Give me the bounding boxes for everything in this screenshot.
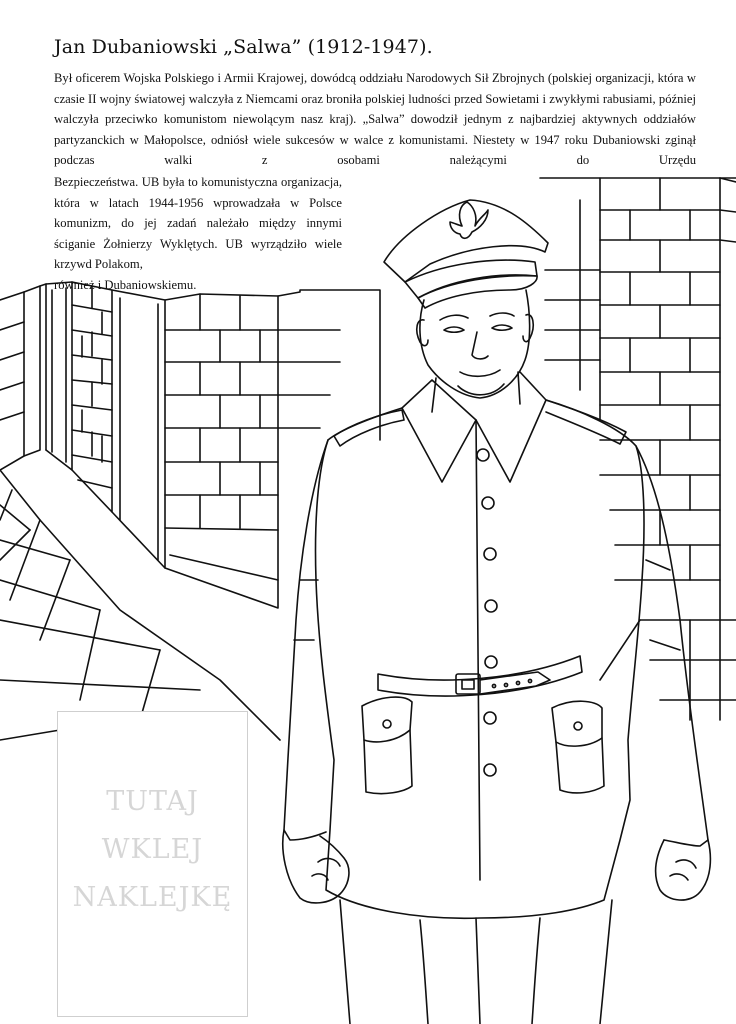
eyes [444, 325, 512, 332]
jacket-buttons [477, 449, 497, 776]
description-paragraph-continued [54, 172, 342, 296]
eyebrows [440, 313, 514, 320]
building-left [0, 282, 380, 608]
description-continued-text: Bezpieczeństwa. UB była to komunistyczna organizacja, która w latach 1944-1956 wprowadzała w Polsce komunizm, do jej zadań należało między innymi ściganie Żołnierzy Wyklętych. UB wyrządziło wiele krzywd Polakom, [54, 175, 342, 272]
cap-visor [418, 276, 537, 308]
collar-right [476, 372, 546, 482]
description-paragraph: Był oficerem Wojska Polskiego i Armii Krajowej, dowódcą oddziału Narodowych Sił Zbrojnych (polskiej organizacji, która w czasie II wojny światowej walczyła z Niemcami oraz broniła polskiej ludności przed Sowietami i zwykłymi rabusiami, później walczyła przeciwko komunistom niewolącym nasz kraj). „Salwa” dowodził jednym z najbardziej aktywnych oddziałów partyzanckich w Małopolsce, odniósł wiele sukcesów w walce z komunistami. Niestety w 1947 roku Dubaniowski zginął podczas walki z osobami należącymi do Urzędu [54, 71, 696, 168]
eagle-emblem [450, 202, 488, 238]
mouth [460, 370, 500, 376]
page-title: Jan Dubaniowski „Salwa” (1912-1947). [54, 36, 433, 58]
building-right [540, 178, 736, 620]
left-hand [283, 830, 349, 903]
sticker-placeholder-box[interactable] [57, 711, 248, 1017]
collar-left [402, 380, 476, 482]
right-arm [636, 446, 708, 846]
sticker-label-line-2: WKLEJ [101, 834, 204, 865]
soldier-figure [283, 200, 711, 1024]
description-continued-last-line: również i Dubaniowskiemu. [54, 277, 197, 292]
cap-crown [384, 200, 548, 282]
sticker-label-line-3: NAKLEJKĘ [72, 882, 233, 913]
nose [472, 332, 488, 359]
sticker-label-line-1: TUTAJ [106, 786, 199, 817]
belt-buckle [456, 674, 480, 694]
pocket-right [552, 701, 602, 746]
right-hand [656, 840, 711, 900]
